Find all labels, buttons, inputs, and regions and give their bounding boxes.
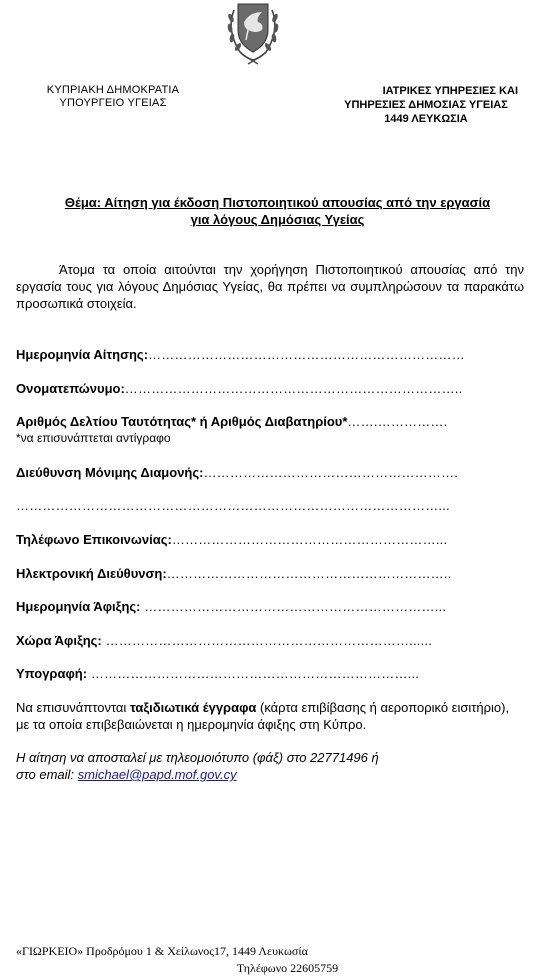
field-label: Χώρα Άφιξης: [16, 633, 102, 648]
fill-line[interactable]: …………………………………………………. [203, 465, 459, 480]
field-address[interactable] [16, 464, 531, 481]
header-republic: ΚΥΠΡΙΑΚΗ ΔΗΜΟΚΡΑΤΙΑ [46, 84, 180, 96]
header-services-2: ΥΠΗΡΕΣΙΕΣ ΔΗΜΟΣΙΑΣ ΥΓΕΙΑΣ [344, 99, 508, 111]
footer-line-1: «ΓΙΩΡΚΕΙΟ» Προδρόμου 1 & Χείλωνος17, 1449 Λευκωσία [16, 944, 308, 958]
footer-line-2: Τηλέφωνο 22605759 [236, 961, 339, 975]
field-id-number[interactable] [16, 413, 531, 446]
intro-paragraph [16, 261, 524, 312]
field-arrival-country[interactable] [16, 632, 531, 649]
header-city: 1449 ΛΕΥΚΩΣΙΑ [384, 113, 468, 125]
header-ministry: ΥΠΟΥΡΓΕΙΟ ΥΓΕΙΑΣ [59, 97, 167, 109]
field-address-continued[interactable] [16, 497, 531, 514]
intro-text: Άτομα τα οποία αιτούνται την χορήγηση Πιστοποιητικού απουσίας από την εργασία τους για λόγους Δημόσιας Υγείας, θα πρέπει να συμπληρώσουν τα παρακάτω προσωπικά στοιχεία. [16, 262, 524, 311]
header-right [330, 84, 522, 126]
fill-line[interactable]: ………………………………………………………………….. [124, 381, 463, 396]
field-label: Αριθμός Δελτίου Ταυτότητας* ή Αριθμός Διαβατηρίου* [16, 414, 348, 429]
field-label: Ημερομηνία Άφιξης: [16, 599, 141, 614]
fill-line[interactable]: ……………………………………………………….. [166, 566, 452, 581]
fill-line[interactable]: ……………………………………………………………………………………... [16, 498, 450, 513]
field-label: Τηλέφωνο Επικοινωνίας: [16, 532, 172, 547]
header-left [38, 84, 188, 110]
submission-instructions [16, 749, 524, 783]
fill-line[interactable]: ……………………………………………………………...... [101, 633, 433, 648]
subject-line-1: Θέμα: Αίτηση για έκδοση Πιστοποιητικού απουσίας από την εργασία [64, 195, 491, 210]
submission-email-line: στο email: smichael@papd.mof.gov.cy [16, 767, 237, 782]
field-phone[interactable] [16, 531, 531, 548]
subject-heading [20, 194, 535, 228]
header-services-1: ΙΑΤΡΙΚΕΣ ΥΠΗΡΕΣΙΕΣ ΚΑΙ [382, 85, 518, 97]
travel-documents-emphasis: ταξιδιωτικά έγγραφα [129, 700, 257, 715]
field-application-date[interactable] [16, 346, 531, 363]
field-arrival-date[interactable] [16, 598, 531, 615]
field-label: Υπογραφή: [16, 666, 88, 681]
subject-line-2: για λόγους Δημόσιας Υγείας [190, 212, 365, 227]
fill-line[interactable]: …….……………. [347, 414, 448, 429]
submission-fax-line: Η αίτηση να αποσταλεί με τηλεομοιότυπο (φάξ) στο 22771496 ή [16, 750, 379, 765]
fill-line[interactable]: …………………………………………………………... [140, 599, 447, 614]
field-label: Διεύθυνση Μόνιμης Διαμονής: [16, 465, 204, 480]
field-label: Ημερομηνία Αίτησης: [16, 347, 149, 362]
field-signature[interactable] [16, 665, 531, 682]
attachment-note: *να επισυνάπτεται αντίγραφο [16, 431, 171, 445]
email-link[interactable]: smichael@papd.mof.gov.cy [77, 767, 237, 782]
fill-line[interactable]: ……………………………………………………………… [148, 347, 465, 362]
field-label: Ονοματεπώνυμο: [16, 381, 125, 396]
cyprus-coat-of-arms-icon [218, 0, 288, 66]
fill-line[interactable]: ……………………………………………………... [171, 532, 448, 547]
fill-line[interactable]: ………………………………………………………………... [87, 666, 420, 681]
footer-address [0, 943, 557, 977]
travel-documents-note: Να επισυνάπτονται ταξιδιωτικά έγγραφα (κάρτα επιβίβασης ή αεροπορικό εισιτήριο), με τα οποία επιβεβαιώνεται η ημερομηνία άφιξης στη Κύπρο. [16, 700, 510, 732]
field-email[interactable] [16, 565, 531, 582]
field-full-name[interactable] [16, 380, 531, 397]
field-label: Ηλεκτρονική Διεύθυνση: [16, 566, 167, 581]
